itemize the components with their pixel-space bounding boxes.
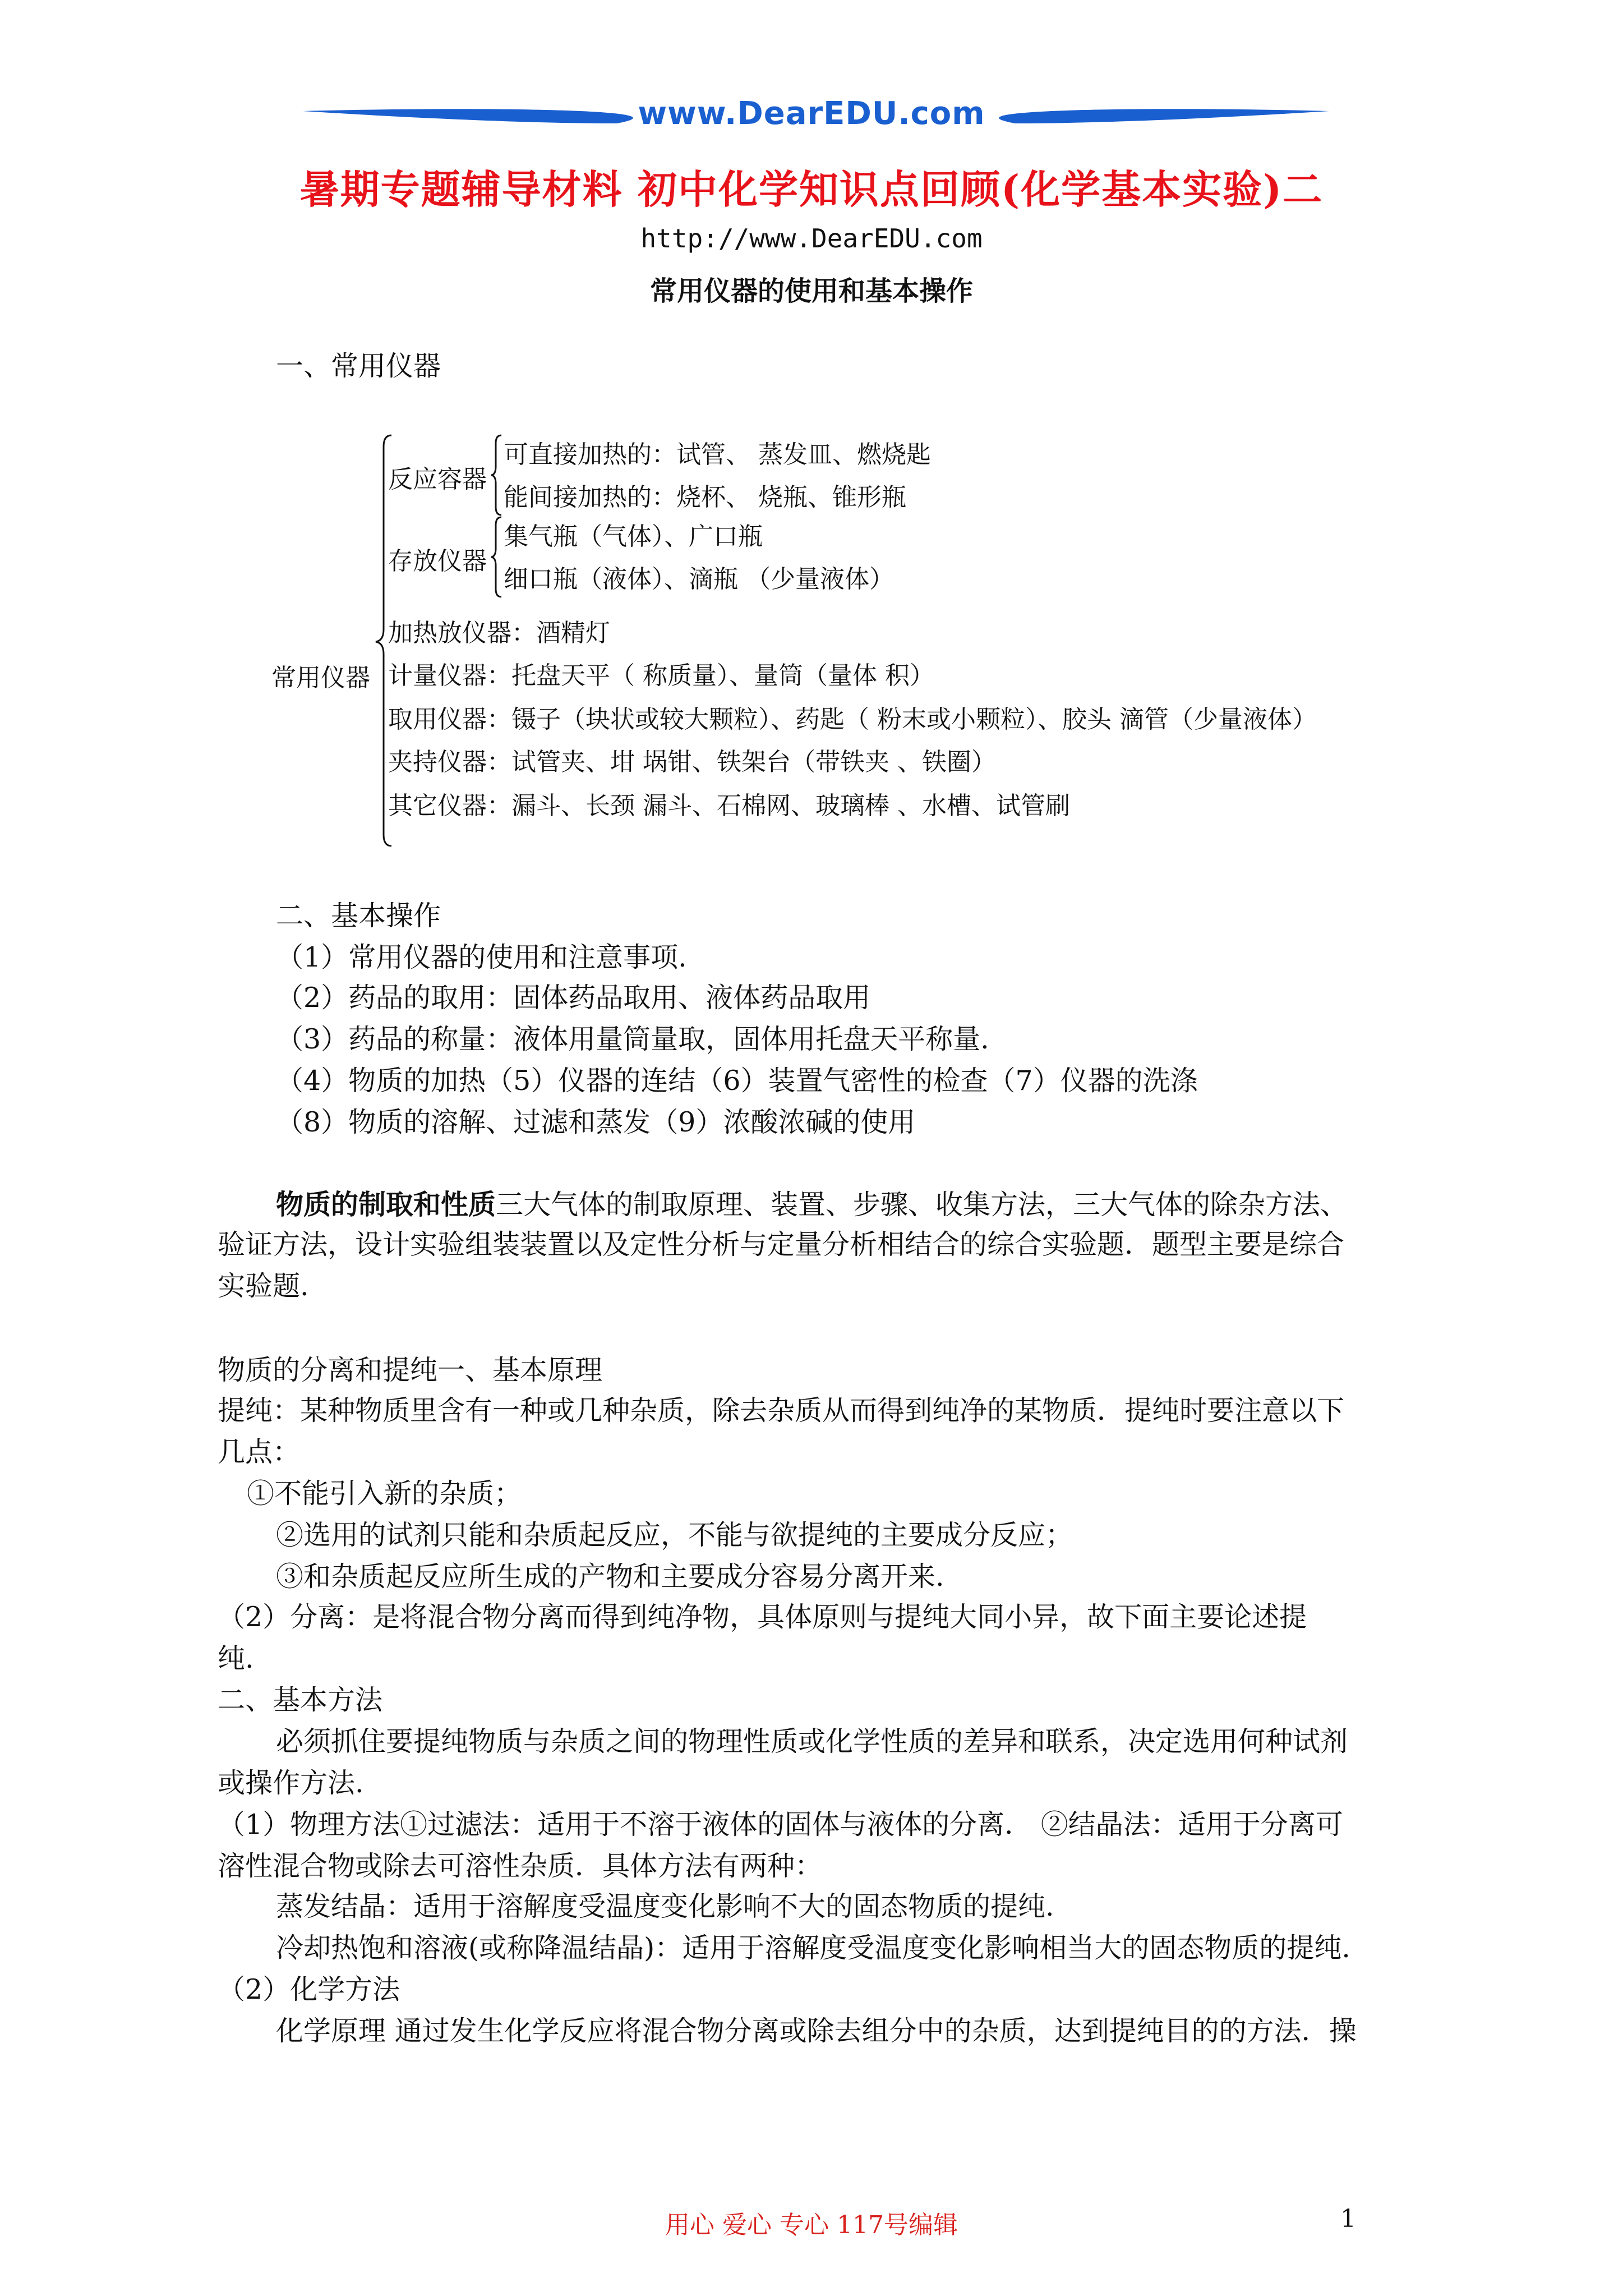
principle-item: ③和杂质起反应所生成的产物和主要成分容易分离开来. — [276, 1561, 944, 1593]
section-heading-instruments: 一、常用仪器 — [276, 350, 441, 382]
tree-line: 夹持仪器：试管夹、坩 埚钳、铁架台（带铁夹 、铁圈） — [388, 748, 996, 776]
operation-item: （2）药品的取用：固体药品取用、液体药品取用 — [276, 982, 871, 1014]
section-heading-operations: 二、基本操作 — [276, 900, 441, 932]
document-title: 暑期专题辅导材料 初中化学知识点回顾(化学基本实验)二 — [299, 166, 1324, 213]
operation-item: （8）物质的溶解、过滤和蒸发（9）浓酸浓碱的使用 — [276, 1106, 916, 1138]
operation-item: （4）物质的加热（5）仪器的连结（6）装置气密性的检查（7）仪器的洗涤 — [276, 1065, 1198, 1097]
page-number: 1 — [1340, 2205, 1356, 2233]
tree-group-label: 反应容器 — [388, 465, 487, 494]
tree-item: 细口瓶（液体）、滴瓶 （少量液体） — [504, 565, 894, 593]
paragraph-text: 溶性混合物或除去可溶性杂质．具体方法有两种： — [218, 1850, 823, 1882]
section-subtitle: 常用仪器的使用和基本操作 — [649, 275, 973, 307]
paragraph-text: 实验题. — [218, 1270, 309, 1302]
tree-group-label: 存放仪器 — [388, 547, 487, 576]
principle-item: ②选用的试剂只能和杂质起反应，不能与欲提纯的主要成分反应； — [276, 1519, 1073, 1551]
instrument-classification-tree — [269, 431, 1391, 857]
paragraph-heading: 二、基本方法 — [218, 1684, 383, 1716]
paragraph-text: 提纯：某种物质里含有一种或几种杂质，除去杂质从而得到纯净的某物质．提纯时要注意以下 — [218, 1395, 1345, 1427]
paragraph-text: 化学原理 通过发生化学反应将混合物分离或除去组分中的杂质，达到提纯目的的方法．操 — [276, 2015, 1357, 2047]
tree-line: 加热放仪器：酒精灯 — [388, 619, 610, 647]
principle-item: ①不能引入新的杂质； — [247, 1478, 522, 1510]
paragraph-text: 冷却热饱和溶液(或称降温结晶)：适用于溶解度受温度变化影响相当大的固态物质的提纯. — [276, 1932, 1350, 1964]
paragraph-text: 必须抓住要提纯物质与杂质之间的物理性质或化学性质的差异和联系，决定选用何种试剂 — [276, 1726, 1348, 1757]
source-url: http://www.DearEDU.com — [640, 223, 983, 254]
tree-line: 计量仪器：托盘天平（ 称质量）、量筒（量体 积） — [388, 661, 934, 690]
paragraph-text: 蒸发结晶：适用于溶解度受温度变化影响不大的固态物质的提纯. — [276, 1890, 1054, 1922]
operation-item: （1）常用仪器的使用和注意事项. — [276, 941, 687, 973]
paragraph-text: 验证方法，设计实验组装装置以及定性分析与定量分析相结合的综合实验题．题型主要是综合 — [218, 1228, 1345, 1260]
paragraph-text: 几点： — [218, 1436, 301, 1468]
tree-line: 取用仪器：镊子（块状或较大颗粒）、药匙（ 粉末或小颗粒）、胶头 滴管（少量液体） — [388, 705, 1317, 734]
paragraph-text: 纯. — [218, 1642, 254, 1674]
paragraph-preparation — [276, 1181, 1348, 1228]
bold-lead: 物质的制取和性质 — [276, 1188, 496, 1221]
group-brace-icon — [489, 515, 504, 599]
paragraph-heading: 物质的分离和提纯一、基本原理 — [218, 1354, 603, 1386]
operation-item: （3）药品的称量：液体用量筒量取，固体用托盘天平称量. — [276, 1023, 989, 1055]
tree-item: 能间接加热的：烧杯、 烧瓶、锥形瓶 — [504, 483, 906, 512]
paragraph-text: 三大气体的制取原理、装置、步骤、收集方法，三大气体的除杂方法、 — [496, 1189, 1348, 1221]
tree-root-label: 常用仪器 — [271, 664, 370, 692]
paragraph-heading: （2）化学方法 — [218, 1973, 400, 2005]
tree-line: 其它仪器：漏斗、长颈 漏斗、石棉网、玻璃棒 、水槽、试管刷 — [388, 792, 1070, 820]
site-logo: www.DearEDU.com — [638, 95, 985, 132]
tree-item: 集气瓶（气体）、广口瓶 — [504, 522, 763, 551]
paragraph-text: （1）物理方法①过滤法：适用于不溶于液体的固体与液体的分离． ②结晶法：适用于分离可 — [218, 1809, 1343, 1841]
tree-item: 可直接加热的：试管、 蒸发皿、燃烧匙 — [504, 440, 931, 469]
paragraph-text: 或操作方法. — [218, 1767, 364, 1799]
paragraph-text: （2）分离：是将混合物分离而得到纯净物，具体原则与提纯大同小异，故下面主要论述提 — [218, 1601, 1307, 1633]
group-brace-icon — [489, 433, 504, 517]
footer-credit: 用心 爱心 专心 117号编辑 — [665, 2211, 958, 2239]
